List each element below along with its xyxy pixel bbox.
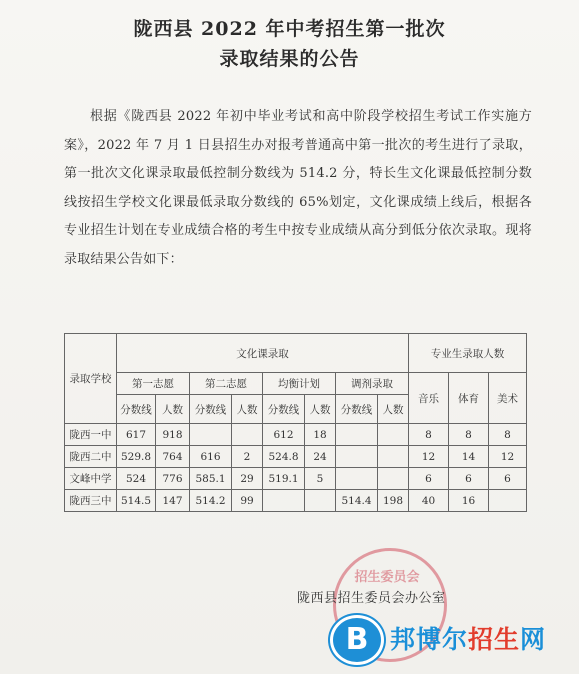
table-cell: 524 (117, 468, 156, 490)
header-count: 人数 (378, 395, 409, 424)
table-cell: 776 (156, 468, 190, 490)
table-cell: 514.5 (117, 490, 156, 512)
brand-watermark[interactable] (330, 612, 570, 662)
table-cell: 6 (409, 468, 449, 490)
header-sports: 体育 (449, 373, 489, 424)
header-count: 人数 (305, 395, 336, 424)
document-title-line2: 录取结果的公告 (219, 48, 360, 70)
table-cell: 12 (489, 446, 527, 468)
school-name: 文峰中学 (65, 468, 117, 490)
table-cell (263, 490, 305, 512)
table-cell (190, 424, 232, 446)
brand-name-part1: 邦博尔 (390, 625, 469, 654)
header-music: 音乐 (409, 373, 449, 424)
table-cell: 12 (409, 446, 449, 468)
table-cell: 147 (156, 490, 190, 512)
table-cell: 29 (232, 468, 263, 490)
table-cell (336, 468, 378, 490)
table-cell: 16 (449, 490, 489, 512)
brand-name-part3: 网 (520, 625, 547, 654)
table-cell (378, 468, 409, 490)
table-cell: 616 (190, 446, 232, 468)
table-cell: 8 (409, 424, 449, 446)
table-cell: 198 (378, 490, 409, 512)
table-cell: 99 (232, 490, 263, 512)
official-seal-text: 招生委员会 (354, 570, 420, 585)
table-cell: 524.8 (263, 446, 305, 468)
document-title-line1: 陇西县 2022 年中考招生第一批次 (133, 18, 446, 40)
table-cell: 519.1 (263, 468, 305, 490)
brand-name-part2: 招生 (468, 625, 521, 654)
school-name: 陇西一中 (65, 424, 117, 446)
brand-name (390, 620, 546, 656)
issuer-name: 陇西县招生委员会办公室 (297, 591, 446, 606)
table-cell: 585.1 (190, 468, 232, 490)
header-group-1: 第一志愿 (117, 373, 190, 395)
table-cell: 918 (156, 424, 190, 446)
table-cell (378, 424, 409, 446)
table-cell: 14 (449, 446, 489, 468)
table-row (65, 490, 527, 512)
header-count: 人数 (156, 395, 190, 424)
header-score: 分数线 (336, 395, 378, 424)
header-school: 录取学校 (65, 334, 117, 424)
table-cell: 8 (489, 424, 527, 446)
table-cell: 612 (263, 424, 305, 446)
table-cell: 617 (117, 424, 156, 446)
header-group-2: 第二志愿 (190, 373, 263, 395)
table-cell: 40 (409, 490, 449, 512)
table-cell (232, 424, 263, 446)
header-group-3: 均衡计划 (263, 373, 336, 395)
header-group-4: 调剂录取 (336, 373, 409, 395)
header-art: 美术 (489, 373, 527, 424)
table-cell: 5 (305, 468, 336, 490)
table-cell: 8 (449, 424, 489, 446)
table-cell: 18 (305, 424, 336, 446)
admission-results-table (64, 333, 527, 512)
table-cell (305, 490, 336, 512)
header-score: 分数线 (190, 395, 232, 424)
header-count: 人数 (232, 395, 263, 424)
school-name: 陇西二中 (65, 446, 117, 468)
table-cell (336, 446, 378, 468)
table-cell: 2 (232, 446, 263, 468)
table-row (65, 468, 527, 490)
table-cell: 6 (489, 468, 527, 490)
table-cell (336, 424, 378, 446)
brand-logo-icon: B (330, 615, 384, 665)
document-body-paragraph: 根据《陇西县 2022 年初中毕业考试和高中阶段学校招生考试工作实施方案》，2022 年 7 月 1 日县招生办对报考普通高中第一批次的考生进行了录取，第一批次文化课录取最低控制分数线为 514.2 分，特长生文化课最低控制分数线按招生学校文化课最低录取分数线的 65%划定，文化课成绩上线后，根据各专业招生计划在专业成绩合格的考生中按专业成绩从高分到低分依次录取。现将录取结果公告如下： (64, 109, 532, 267)
table-cell: 24 (305, 446, 336, 468)
header-score: 分数线 (117, 395, 156, 424)
table-cell: 514.2 (190, 490, 232, 512)
header-specialty: 专业生录取人数 (409, 334, 527, 373)
table-cell (489, 490, 527, 512)
header-culture: 文化课录取 (117, 334, 409, 373)
table-cell: 529.8 (117, 446, 156, 468)
school-name: 陇西三中 (65, 490, 117, 512)
table-row (65, 424, 527, 446)
header-score: 分数线 (263, 395, 305, 424)
table-row (65, 446, 527, 468)
table-cell: 514.4 (336, 490, 378, 512)
table-cell: 6 (449, 468, 489, 490)
table-cell: 764 (156, 446, 190, 468)
table-cell (378, 446, 409, 468)
